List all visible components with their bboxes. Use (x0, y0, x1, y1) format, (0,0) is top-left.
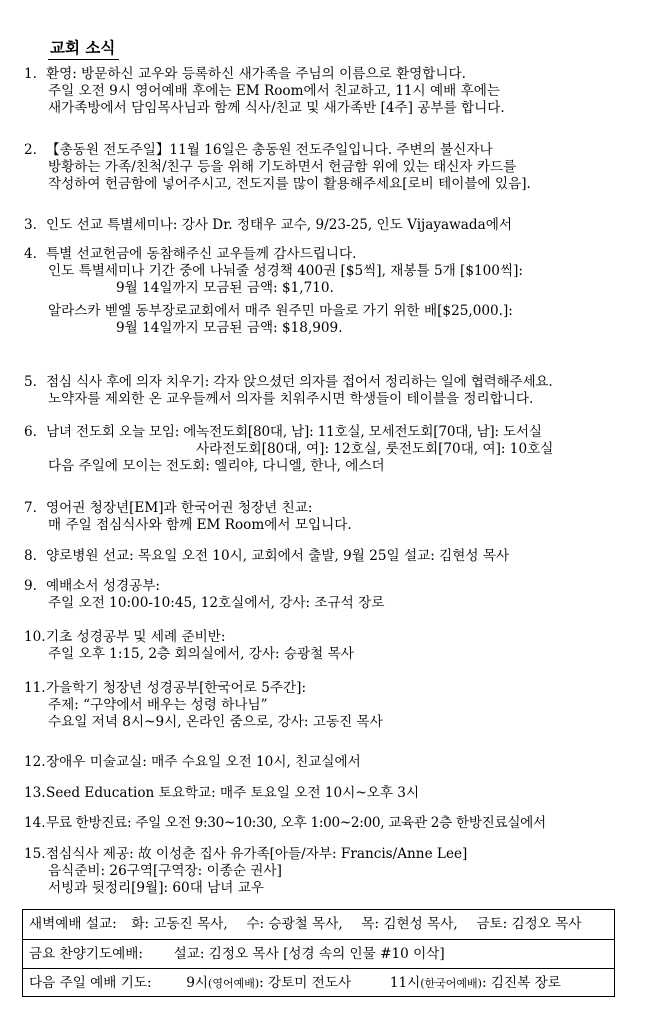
item-text: 9월 14일까지 모금된 금액: $1,710. (116, 280, 334, 296)
item-number: 5. (24, 374, 37, 390)
dawn-wed: 수: 승광철 목사, (246, 916, 343, 932)
item-number: 11. (24, 680, 46, 696)
item-text: 매 주일 점심식사와 함께 EM Room에서 모입니다. (48, 517, 352, 533)
friday-text: 설교: 김정오 목사 [성경 속의 인물 #10 이삭] (173, 946, 445, 962)
item-text: 장애우 미술교실: 매주 수요일 오전 10시, 친교실에서 (46, 754, 361, 770)
item-number: 8. (24, 548, 37, 564)
item-text: 방황하는 가족/친척/친구 등을 위해 기도하면서 헌금함 위에 있는 태신자 카드를 (48, 159, 517, 175)
list-item (24, 846, 636, 897)
item-text: Seed Education 토요학교: 매주 토요일 오전 10시~오후 3시 (46, 785, 420, 801)
item-text: 주일 오전 9시 영어예배 후에는 EM Room에서 친교하고, 11시 예배 후에는 (48, 83, 500, 99)
item-number: 15. (24, 846, 46, 862)
item-text: 인도 선교 특별세미나: 강사 Dr. 정태우 교수, 9/23-25, 인도 Vijayawada에서 (46, 217, 512, 233)
item-text: 알라스카 벧엘 동부장로교회에서 매주 원주민 마을로 가기 위한 배[$25,000.]: (48, 303, 513, 319)
list-item (24, 754, 636, 771)
prayer-eleven-time: 11시 (389, 975, 421, 991)
item-text: 수요일 저녁 8시~9시, 온라인 줌으로, 강사: 고동진 목사 (48, 714, 383, 730)
item-text: 점심 식사 후에 의자 치우기: 각자 앉으셨던 의자를 접어서 정리하는 일에 협력해주세요. (46, 374, 553, 390)
item-number: 7. (24, 500, 37, 516)
friday-label: 금요 찬양기도예배: (29, 946, 143, 962)
list-item (24, 217, 636, 234)
prayer-row (23, 968, 614, 997)
list-item (24, 500, 636, 534)
list-item (24, 246, 636, 337)
item-number: 10. (24, 629, 46, 645)
item-text: 작성하여 헌금함에 넣어주시고, 전도지를 많이 활용해주세요[로비 테이블에 있음]. (48, 176, 531, 192)
item-text: 기초 성경공부 및 세례 준비반: (46, 629, 226, 645)
item-text: 무료 한방진료: 주일 오전 9:30~10:30, 오후 1:00~2:00, 교육관 2층 한방진료실에서 (46, 815, 546, 831)
list-item (24, 815, 636, 832)
item-text: 남녀 전도회 오늘 모임: 에녹전도회[80대, 남]: 11호실, 모세전도회[70대, 남]: 도서실 (46, 424, 542, 440)
prayer-nine-name: : 강토미 전도사 (259, 975, 352, 991)
item-text: 음식준비: 26구역[구역장: 이종순 권사] (48, 863, 282, 879)
item-text: 가을학기 청장년 성경공부[한국어로 5주간]: (46, 680, 307, 696)
prayer-label: 다음 주일 예배 기도: (29, 975, 152, 991)
item-number: 12. (24, 754, 46, 770)
list-item (24, 578, 636, 612)
item-text: 다음 주일에 모이는 전도회: 엘리야, 다니엘, 한나, 에스더 (48, 458, 385, 474)
list-item (24, 424, 636, 475)
item-number: 1. (24, 66, 37, 82)
item-text: 사라전도회[80대, 여]: 12호실, 룻전도회[70대, 여]: 10호실 (196, 441, 554, 457)
item-number: 3. (24, 217, 37, 233)
item-text: 【총동원 전도주일】11월 16일은 총동원 전도주일입니다. 주변의 불신자나 (46, 142, 493, 158)
item-number: 2. (24, 142, 37, 158)
item-number: 14. (24, 815, 46, 831)
item-number: 4. (24, 246, 37, 262)
list-item (24, 374, 636, 408)
list-item (24, 548, 636, 565)
friday-service-row (23, 939, 614, 968)
item-text: 주일 오전 10:00-10:45, 12호실에서, 강사: 조규석 장로 (48, 595, 385, 611)
dawn-thu: 목: 김현성 목사, (361, 916, 458, 932)
item-text: 9월 14일까지 모금된 금액: $18,909. (116, 320, 343, 336)
item-text: 새가족방에서 담임목사님과 함께 식사/친교 및 새가족반 [4주] 공부를 합니다. (48, 100, 505, 116)
list-item (24, 142, 636, 193)
prayer-nine-time: 9시 (186, 975, 209, 991)
prayer-nine-service: (영어예배) (208, 977, 260, 990)
schedule-box (22, 909, 615, 997)
list-item (24, 629, 636, 663)
item-text: 환영: 방문하신 교우와 등록하신 새가족을 주님의 이름으로 환영합니다. (46, 66, 466, 82)
item-text: 점심식사 제공: 故 이성춘 집사 유가족[아들/자부: Francis/Anne Lee] (46, 846, 468, 862)
item-number: 13. (24, 785, 46, 801)
item-text: 주제: “구약에서 배우는 성령 하나님” (48, 697, 268, 713)
item-number: 6. (24, 424, 37, 440)
dawn-service-row (23, 910, 614, 939)
item-text: 특별 선교헌금에 동참해주신 교우들께 감사드립니다. (46, 246, 357, 262)
prayer-eleven-service: (한국어예배) (420, 977, 482, 990)
dawn-tue: 화: 고동진 목사, (131, 916, 228, 932)
item-text: 인도 특별세미나 기간 중에 나눠줄 성경책 400권 [$5씩], 재봉틀 5개 [$100씩]: (48, 263, 523, 279)
item-text: 영어권 청장년[EM]과 한국어권 청장년 친교: (46, 500, 313, 516)
page-title: 교회 소식 (48, 38, 119, 60)
item-text: 양로병원 선교: 목요일 오전 10시, 교회에서 출발, 9월 25일 설교: 김현성 목사 (46, 548, 510, 564)
list-item (24, 680, 636, 731)
item-text: 예배소서 성경공부: (46, 578, 160, 594)
dawn-label: 새벽예배 설교: (29, 916, 117, 932)
list-item (24, 66, 636, 117)
item-number: 9. (24, 578, 37, 594)
item-text: 노약자를 제외한 온 교우들께서 의자를 치워주시면 학생들이 테이블을 정리합니다. (48, 391, 534, 407)
item-text: 서빙과 뒷정리[9월]: 60대 남녀 교우 (48, 880, 264, 896)
dawn-fri-sat: 금토: 김정오 목사 (476, 916, 582, 932)
list-item (24, 785, 636, 802)
item-text: 주일 오후 1:15, 2층 회의실에서, 강사: 승광철 목사 (48, 646, 354, 662)
prayer-eleven-name: : 김진복 장로 (481, 975, 561, 991)
